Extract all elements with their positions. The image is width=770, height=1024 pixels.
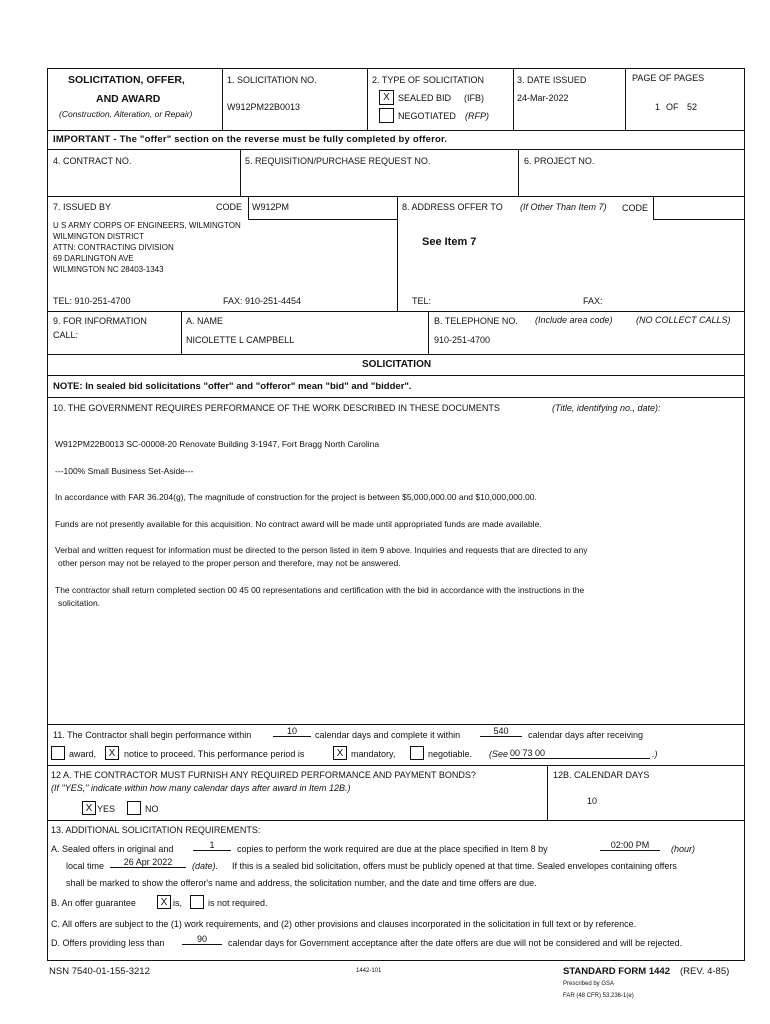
ntp-checkbox[interactable]: X — [105, 746, 119, 760]
issuer-address-line: WILMINGTON NC 28403-1343 — [53, 265, 164, 274]
form-title-sub: (Construction, Alteration, or Repair) — [59, 109, 193, 119]
see-close: .) — [652, 749, 658, 759]
contact-name: NICOLETTE L CAMPBELL — [186, 335, 295, 345]
no-collect-note: (NO COLLECT CALLS) — [636, 315, 731, 325]
issuer-address-line: WILMINGTON DISTRICT — [53, 232, 144, 241]
date-label: (date). — [192, 861, 219, 871]
page-total: 52 — [687, 102, 698, 112]
important-note: IMPORTANT - The "offer" section on the reverse must be fully completed by offeror. — [53, 134, 448, 145]
item13a-text2: copies to perform the work required are due at the place specified in Item 8 by — [237, 844, 548, 854]
issuer-address-line: 69 DARLINGTON AVE — [53, 254, 134, 263]
item10-paragraph: other person may not be relayed to the proper person and therefore, may not be answered. — [58, 558, 401, 568]
form-revision: (REV. 4-85) — [680, 966, 730, 977]
see-reference[interactable]: 00 73 00 — [510, 749, 650, 759]
page-number: 1 — [655, 102, 661, 112]
address-offer-tel-label: TEL: — [412, 296, 432, 306]
prescribed-by: Prescribed by GSA — [563, 981, 615, 987]
negotiated-label: NEGOTIATED — [398, 111, 456, 121]
item11-text-a: 11. The Contractor shall begin performance within — [53, 730, 252, 740]
address-offer-fax-label: FAX: — [583, 296, 603, 306]
issued-by-label: 7. ISSUED BY — [53, 202, 112, 212]
address-offer-code-label: CODE — [622, 203, 649, 213]
sealed-bid-label: SEALED BID — [398, 93, 452, 103]
hour-label: (hour) — [671, 844, 696, 854]
acceptance-days[interactable]: 90 — [182, 935, 222, 945]
requisition-label: 5. REQUISITION/PURCHASE REQUEST NO. — [245, 156, 431, 166]
address-offer-label: 8. ADDRESS OFFER TO — [402, 202, 503, 212]
due-time[interactable]: 02:00 PM — [600, 841, 660, 851]
item10-paragraph: ---100% Small Business Set-Aside--- — [55, 466, 194, 476]
item13-label: 13. ADDITIONAL SOLICITATION REQUIREMENTS: — [51, 825, 261, 835]
bonds-no-label: NO — [145, 804, 159, 814]
see-label: (See — [489, 749, 509, 759]
sealed-bid-abbr: (IFB) — [464, 93, 484, 103]
nsn-number: NSN 7540-01-155-3212 — [49, 966, 150, 977]
issuer-address-line: ATTN: CONTRACTING DIVISION — [53, 243, 174, 252]
date-issued: 24-Mar-2022 — [517, 93, 569, 103]
negotiated-checkbox[interactable] — [379, 108, 394, 123]
guarantee-isnot-checkbox[interactable] — [190, 895, 204, 909]
item13a-text4: shall be marked to show the offeror's name and address, the solicitation number, and the date and time offers are due. — [66, 878, 537, 888]
item12b-label: 12B. CALENDAR DAYS — [553, 770, 650, 780]
mandatory-checkbox[interactable]: X — [333, 746, 347, 760]
item11-text-b: calendar days and complete it within — [315, 730, 461, 740]
item10-paragraph: In accordance with FAR 36.204(g), The magnitude of construction for the project is between $5,000,000.00 and $10,000,000.00. — [55, 492, 537, 502]
negotiable-label: negotiable. — [428, 749, 473, 759]
item13d-text2: calendar days for Government acceptance after the date offers are due will not be considered and will be rejected. — [228, 938, 683, 948]
negotiated-abbr: (RFP) — [465, 111, 489, 121]
pages-of-label: OF — [666, 102, 679, 112]
item11-text-c: calendar days after receiving — [528, 730, 644, 740]
item3-label: 3. DATE ISSUED — [517, 75, 587, 85]
local-time-label: local time — [66, 861, 105, 871]
item10-label: 10. THE GOVERNMENT REQUIRES PERFORMANCE OF THE WORK DESCRIBED IN THESE DOCUMENTS — [53, 403, 500, 413]
item10-paragraph: Funds are not presently available for this acquisition. No contract award will be made until appropriated funds are made available. — [55, 519, 542, 529]
bonds-yes-checkbox[interactable]: X — [82, 801, 96, 815]
sealed-bid-note: NOTE: In sealed bid solicitations "offer" and "offeror" mean "bid" and "bidder". — [53, 381, 412, 392]
form-title-line2: AND AWARD — [96, 93, 161, 105]
issuer-tel: TEL: 910-251-4700 — [53, 296, 131, 306]
form-code: 1442-101 — [356, 968, 382, 974]
item13a-text1: A. Sealed offers in original and — [51, 844, 174, 854]
award-label: award, — [69, 749, 97, 759]
item2-label: 2. TYPE OF SOLICITATION — [372, 75, 485, 85]
item13d-text1: D. Offers providing less than — [51, 938, 165, 948]
contact-name-label: A. NAME — [186, 316, 224, 326]
item10-paragraph: Verbal and written request for information must be directed to the person listed in item 9 above. Inquiries and requests that are directed to any — [55, 545, 588, 555]
item1-label: 1. SOLICITATION NO. — [227, 75, 317, 85]
guarantee-is-label: is, — [173, 898, 182, 908]
item13c-text: C. All offers are subject to the (1) work requirements, and (2) other provisions and clauses incorporated in the solicitation in full text or by reference. — [51, 919, 637, 929]
issuer-fax: FAX: 910-251-4454 — [223, 296, 302, 306]
issued-by-code-label: CODE — [216, 202, 243, 212]
bonds-yes-label: YES — [97, 804, 116, 814]
due-date[interactable]: 26 Apr 2022 — [110, 858, 186, 868]
begin-days[interactable]: 10 — [273, 727, 311, 737]
item10-paragraph: solicitation. — [58, 598, 101, 608]
complete-days[interactable]: 540 — [480, 727, 522, 737]
guarantee-isnot-label: is not required. — [208, 898, 268, 908]
solicitation-number: W912PM22B0013 — [227, 102, 301, 112]
contact-tel-qualifier: (Include area code) — [535, 315, 613, 325]
item10-qualifier: (Title, identifying no., date): — [552, 403, 661, 413]
award-checkbox[interactable] — [51, 746, 65, 760]
address-offer-value: See Item 7 — [422, 236, 477, 248]
ntp-label: notice to proceed. This performance period is — [124, 749, 305, 759]
sealed-bid-checkbox[interactable]: X — [379, 90, 394, 105]
item10-paragraph: W912PM22B0013 SC-00008-20 Renovate Building 3-1947, Fort Bragg North Carolina — [55, 439, 380, 449]
item13b-text: B. An offer guarantee — [51, 898, 136, 908]
contract-no-label: 4. CONTRACT NO. — [53, 156, 132, 166]
address-offer-qualifier: (If Other Than Item 7) — [520, 202, 607, 212]
solicitation-section-header: SOLICITATION — [362, 359, 432, 370]
calendar-days-value: 10 — [587, 796, 598, 806]
bonds-no-checkbox[interactable] — [127, 801, 141, 815]
issuer-address-line: U S ARMY CORPS OF ENGINEERS, WILMINGTON — [53, 221, 241, 230]
item13a-text3: If this is a sealed bid solicitation, offers must be publicly opened at that time. Sealed envelopes containing offers — [232, 861, 677, 871]
guarantee-is-checkbox[interactable]: X — [157, 895, 171, 909]
mandatory-label: mandatory, — [351, 749, 396, 759]
item12a-label: 12 A. THE CONTRACTOR MUST FURNISH ANY REQUIRED PERFORMANCE AND PAYMENT BONDS? — [51, 770, 476, 780]
info-call-label-2: CALL: — [53, 330, 79, 340]
project-no-label: 6. PROJECT NO. — [524, 156, 595, 166]
contact-tel: 910-251-4700 — [434, 335, 491, 345]
negotiable-checkbox[interactable] — [410, 746, 424, 760]
copies-count[interactable]: 1 — [193, 841, 231, 851]
issued-by-code: W912PM — [252, 202, 290, 212]
form-title-line1: SOLICITATION, OFFER, — [68, 74, 185, 86]
item12a-sub: (If "YES," indicate within how many calendar days after award in Item 12B.) — [51, 783, 351, 793]
item10-paragraph: The contractor shall return completed section 00 45 00 representations and certification with the bid in accordance with the instructions in the — [55, 585, 585, 595]
info-call-label: 9. FOR INFORMATION — [53, 316, 147, 326]
pages-label: PAGE OF PAGES — [632, 73, 705, 83]
contact-tel-label: B. TELEPHONE NO. — [434, 316, 518, 326]
standard-form-label: STANDARD FORM 1442 — [563, 966, 670, 977]
far-reference: FAR (48 CFR) 53.236-1(e) — [563, 993, 634, 999]
